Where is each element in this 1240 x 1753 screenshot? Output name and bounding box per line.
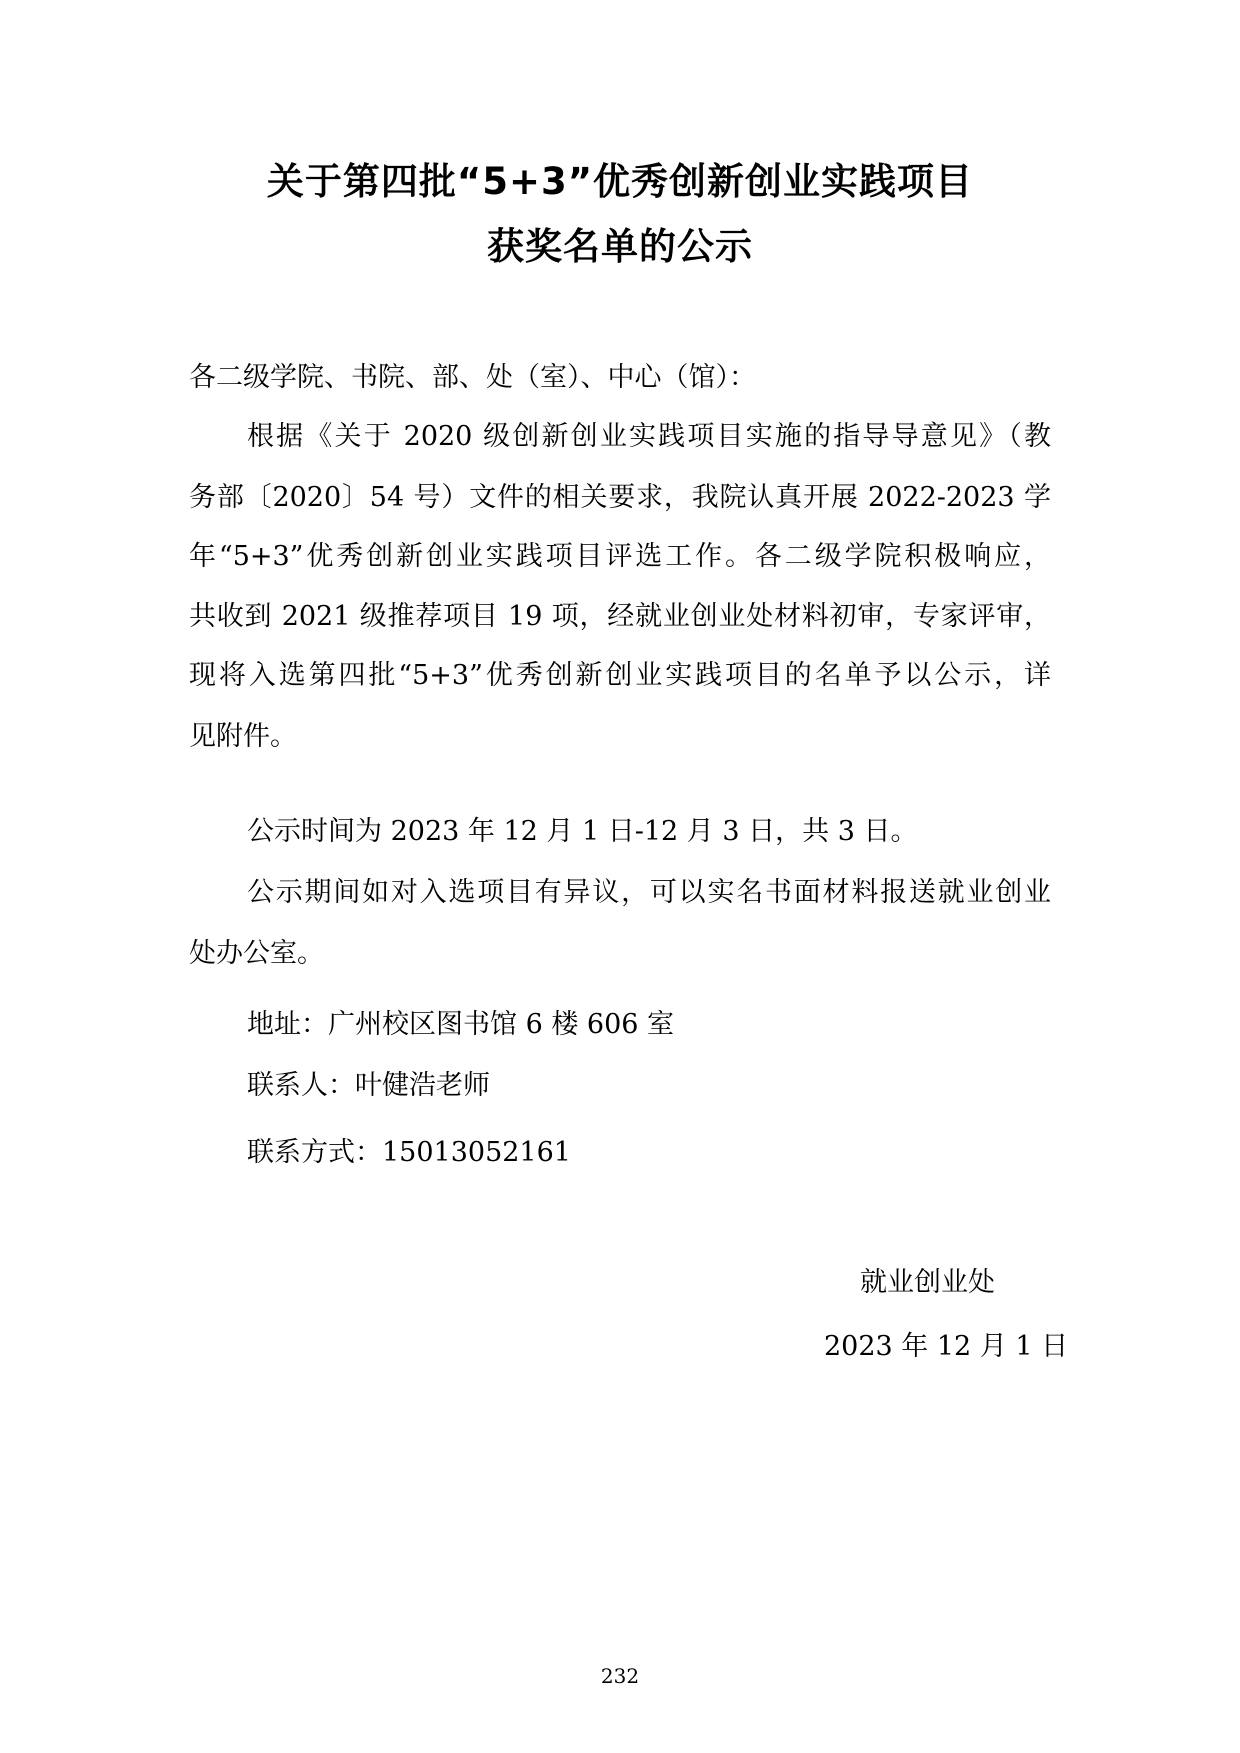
signature-date: 2023 年 12 月 1 日 xyxy=(824,1331,1069,1362)
document-title-line-1: 关于第四批“5+3”优秀创新创业实践项目 xyxy=(266,160,974,203)
objection-line-2: 处办公室。 xyxy=(189,938,324,969)
contact-phone: 联系方式：15013052161 xyxy=(247,1137,571,1168)
page-number: 232 xyxy=(600,1664,640,1688)
body-line-5: 现将入选第四批“5+3”优秀创新创业实践项目的名单予以公示，详 xyxy=(189,660,1051,691)
salutation: 各二级学院、书院、部、处（室）、中心（馆）： xyxy=(189,362,756,393)
address: 地址：广州校区图书馆 6 楼 606 室 xyxy=(247,1009,675,1040)
body-line-6: 见附件。 xyxy=(189,721,297,752)
signature-org: 就业创业处 xyxy=(860,1267,995,1298)
body-line-1: 根据《关于 2020 级创新创业实践项目实施的指导导意见》（教 xyxy=(247,421,1051,452)
publicity-period: 公示时间为 2023 年 12 月 1 日-12 月 3 日，共 3 日。 xyxy=(247,816,918,847)
body-line-3: 年“5+3”优秀创新创业实践项目评选工作。各二级学院积极响应， xyxy=(189,541,1051,572)
objection-line-1: 公示期间如对入选项目有异议，可以实名书面材料报送就业创业 xyxy=(247,877,1051,908)
document-title-line-2: 获奖名单的公示 xyxy=(487,225,753,268)
body-line-2: 务部〔2020〕54 号）文件的相关要求，我院认真开展 2022-2023 学 xyxy=(189,482,1051,513)
contact-person: 联系人：叶健浩老师 xyxy=(247,1070,490,1101)
body-line-4: 共收到 2021 级推荐项目 19 项，经就业创业处材料初审，专家评审， xyxy=(189,601,1051,632)
